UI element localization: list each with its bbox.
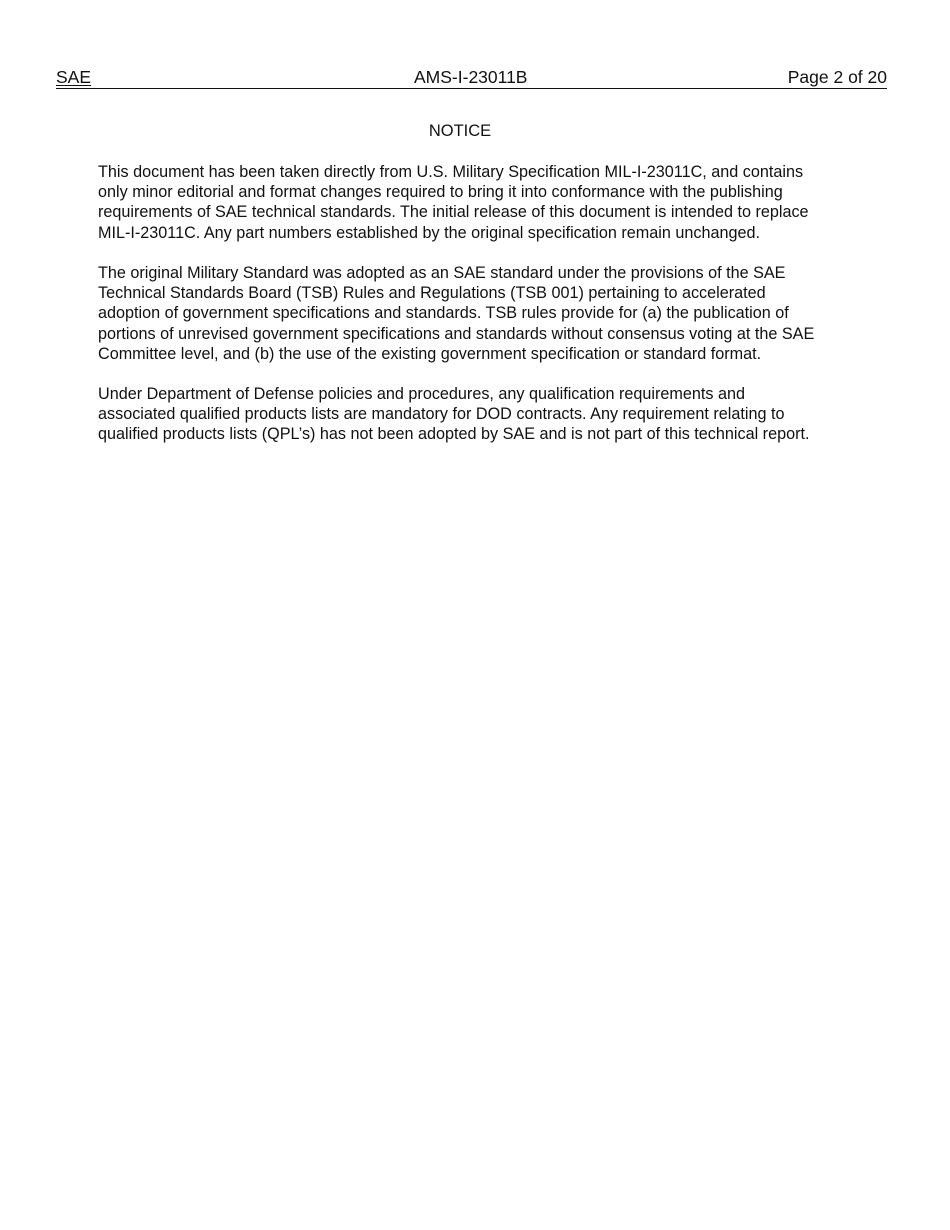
paragraph-line: Committee level, and (b) the use of the existing government specification or standard format. <box>98 344 762 363</box>
paragraph-line: This document has been taken directly from U.S. Military Specification MIL-I-23011C, and contains <box>98 163 804 181</box>
paragraph-line: Technical Standards Board (TSB) Rules and Regulations (TSB 001) pertaining to accelerated <box>98 284 766 303</box>
header-document-number: AMS-I-23011B <box>414 67 528 87</box>
paragraph-line: Under Department of Defense policies and procedures, any qualification requirements and <box>98 385 745 403</box>
paragraph-line: only minor editorial and format changes required to bring it into conformance with the publishing <box>98 183 783 202</box>
paragraph-line: associated qualified products lists are mandatory for DOD contracts. Any requirement relating to <box>98 405 785 424</box>
paragraph-line: requirements of SAE technical standards. The initial release of this document is intended to replace <box>98 203 809 222</box>
paragraph-line: qualified products lists (QPL’s) has not been adopted by SAE and is not part of this technical report. <box>98 425 810 444</box>
page-header <box>56 66 887 89</box>
paragraph-line: adoption of government specifications and standards. TSB rules provide for (a) the publication of <box>98 304 789 323</box>
notice-paragraph-1 <box>98 162 858 243</box>
paragraph-line: MIL-I-23011C. Any part numbers established by the original specification remain unchanged. <box>98 223 760 242</box>
notice-paragraph-3 <box>98 384 858 445</box>
notice-paragraph-2 <box>98 263 858 364</box>
paragraph-line: portions of unrevised government specifications and standards without consensus voting at the SAE <box>98 324 815 343</box>
header-page-number: Page 2 of 20 <box>787 67 887 87</box>
notice-title: NOTICE <box>428 122 492 140</box>
header-organization: SAE <box>56 67 92 87</box>
paragraph-line: The original Military Standard was adopted as an SAE standard under the provisions of the SAE <box>98 264 786 282</box>
